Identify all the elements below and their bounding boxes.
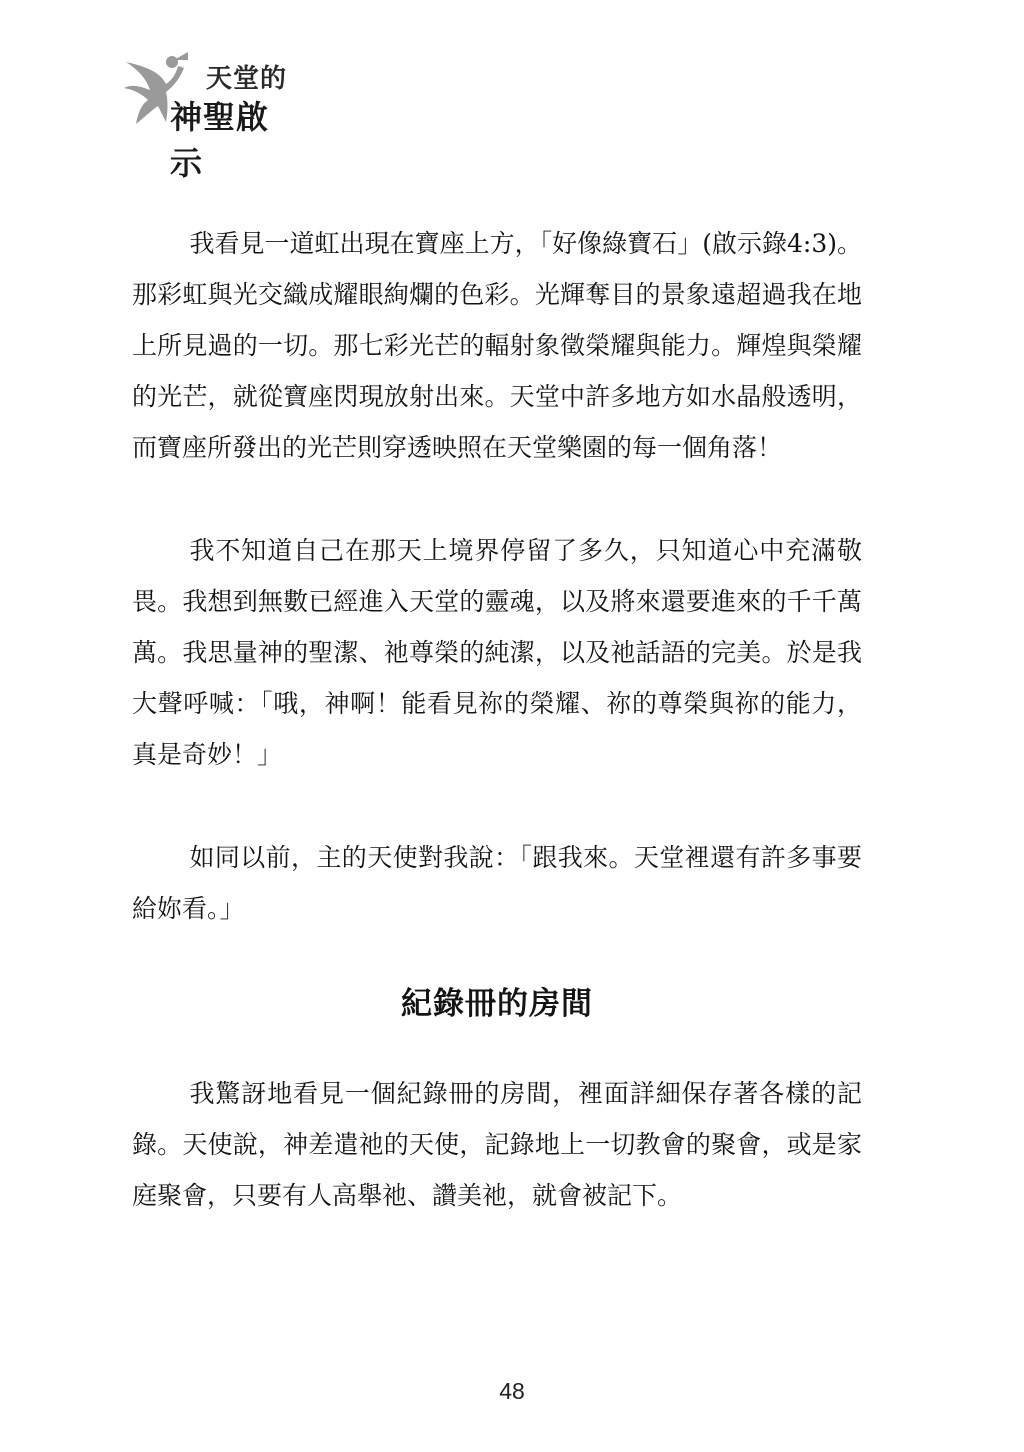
paragraph: 我看見一道虹出現在寶座上方，「好像綠寶石」(啟示錄4:3)。那彩虹與光交織成耀眼絢爛的色彩。光輝奪目的景象遠超過我在地上所見過的一切。那七彩光芒的輻射象徵榮耀與能力。輝煌與榮耀的光芒，就從寶座閃現放射出來。天堂中許多地方如水晶般透明，而寶座所發出的光芒則穿透映照在天堂樂園的每一個角落！ — [132, 229, 862, 462]
book-header — [120, 50, 300, 182]
book-title-line1: 天堂的 — [206, 64, 288, 94]
section-title: 紀錄冊的房間 — [401, 986, 593, 1022]
book-title-line2: 神聖啟示 — [170, 98, 270, 182]
paragraph: 如同以前，主的天使對我說：「跟我來。天堂裡還有許多事要給妳看。」 — [132, 843, 862, 923]
page-number: 48 — [499, 1378, 525, 1404]
paragraph: 我驚訝地看見一個紀錄冊的房間，裡面詳細保存著各樣的記錄。天使說，神差遣祂的天使，記錄地上一切教會的聚會，或是家庭聚會，只要有人高舉祂、讚美祂，就會被記下。 — [132, 1079, 862, 1210]
main-text — [132, 218, 862, 1221]
paragraph: 我不知道自己在那天上境界停留了多久，只知道心中充滿敬畏。我想到無數已經進入天堂的靈魂，以及將來還要進來的千千萬萬。我思量神的聖潔、祂尊榮的純潔，以及祂話語的完美。於是我大聲呼喊：「哦，神啊！能看見祢的榮耀、祢的尊榮與祢的能力，真是奇妙！」 — [132, 536, 862, 769]
